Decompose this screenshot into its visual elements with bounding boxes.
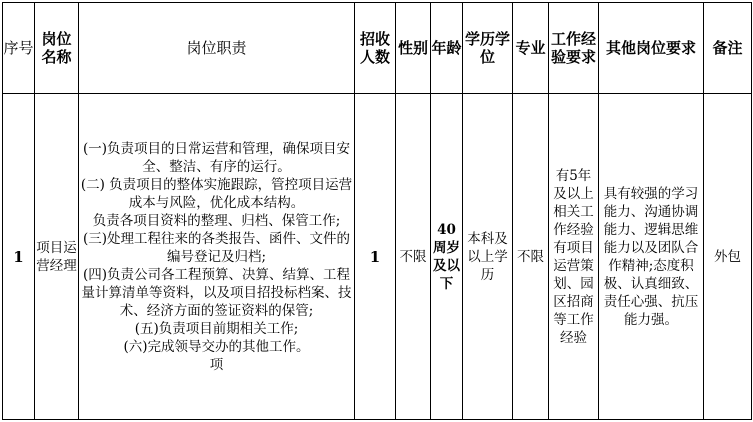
duty-line: (五)负责项目前期相关工作; xyxy=(134,320,299,337)
header-recruit-count: 招收人数 xyxy=(355,3,396,94)
header-row xyxy=(3,3,752,94)
cell-experience: 有5年及以上相关工作经验有项目运营策划、园区招商等工作经验 xyxy=(549,94,599,420)
job-posting-table xyxy=(2,2,752,420)
header-major: 专业 xyxy=(513,3,549,94)
cell-age: 40周岁及以下 xyxy=(431,94,463,420)
header-position-name: 岗位名称 xyxy=(35,3,79,94)
duty-line: (一)负责项目的日常运营和管理，确保项目安全、整洁、有序的运行。 xyxy=(82,140,351,175)
duty-line: (六)完成领导交办的其他工作。 xyxy=(123,338,310,355)
header-duties: 岗位职责 xyxy=(79,3,355,94)
table-row xyxy=(3,94,752,420)
header-seq: 序号 xyxy=(3,3,35,94)
duty-line: (二) 负责项目的整体实施跟踪，管控项目运营成本与风险，优化成本结构。 xyxy=(80,176,353,211)
header-remark: 备注 xyxy=(704,3,752,94)
duty-line: (三)处理工程往来的各类报告、函件、文件的编号登记及归档; xyxy=(82,230,351,265)
header-other: 其他岗位要求 xyxy=(599,3,704,94)
cell-seq: 1 xyxy=(3,94,35,420)
header-education: 学历学位 xyxy=(463,3,513,94)
cell-other-requirements: 具有较强的学习能力、沟通协调能力、逻辑思维能力以及团队合作精神;态度积极、认真细致、责任心强、抗压能力强。 xyxy=(599,94,704,420)
cell-remark: 外包 xyxy=(704,94,752,420)
header-age: 年龄 xyxy=(431,3,463,94)
cell-major: 不限 xyxy=(513,94,549,420)
duty-line: (四)负责公司各工程预算、决算、结算、工程量计算清单等资料，以及项目招投标档案、技术、经济方面的签证资料的保管; xyxy=(81,266,352,319)
header-experience: 工作经验要求 xyxy=(549,3,599,94)
header-gender: 性别 xyxy=(396,3,431,94)
cell-duties xyxy=(79,94,355,420)
cell-recruit-count: 1 xyxy=(355,94,396,420)
duty-line: 负责各项目资料的整理、归档、保管工作; xyxy=(92,212,341,229)
duty-line: 项 xyxy=(209,356,224,373)
cell-position-name: 项目运营经理 xyxy=(35,94,79,420)
cell-gender: 不限 xyxy=(396,94,431,420)
cell-education: 本科及以上学历 xyxy=(463,94,513,420)
